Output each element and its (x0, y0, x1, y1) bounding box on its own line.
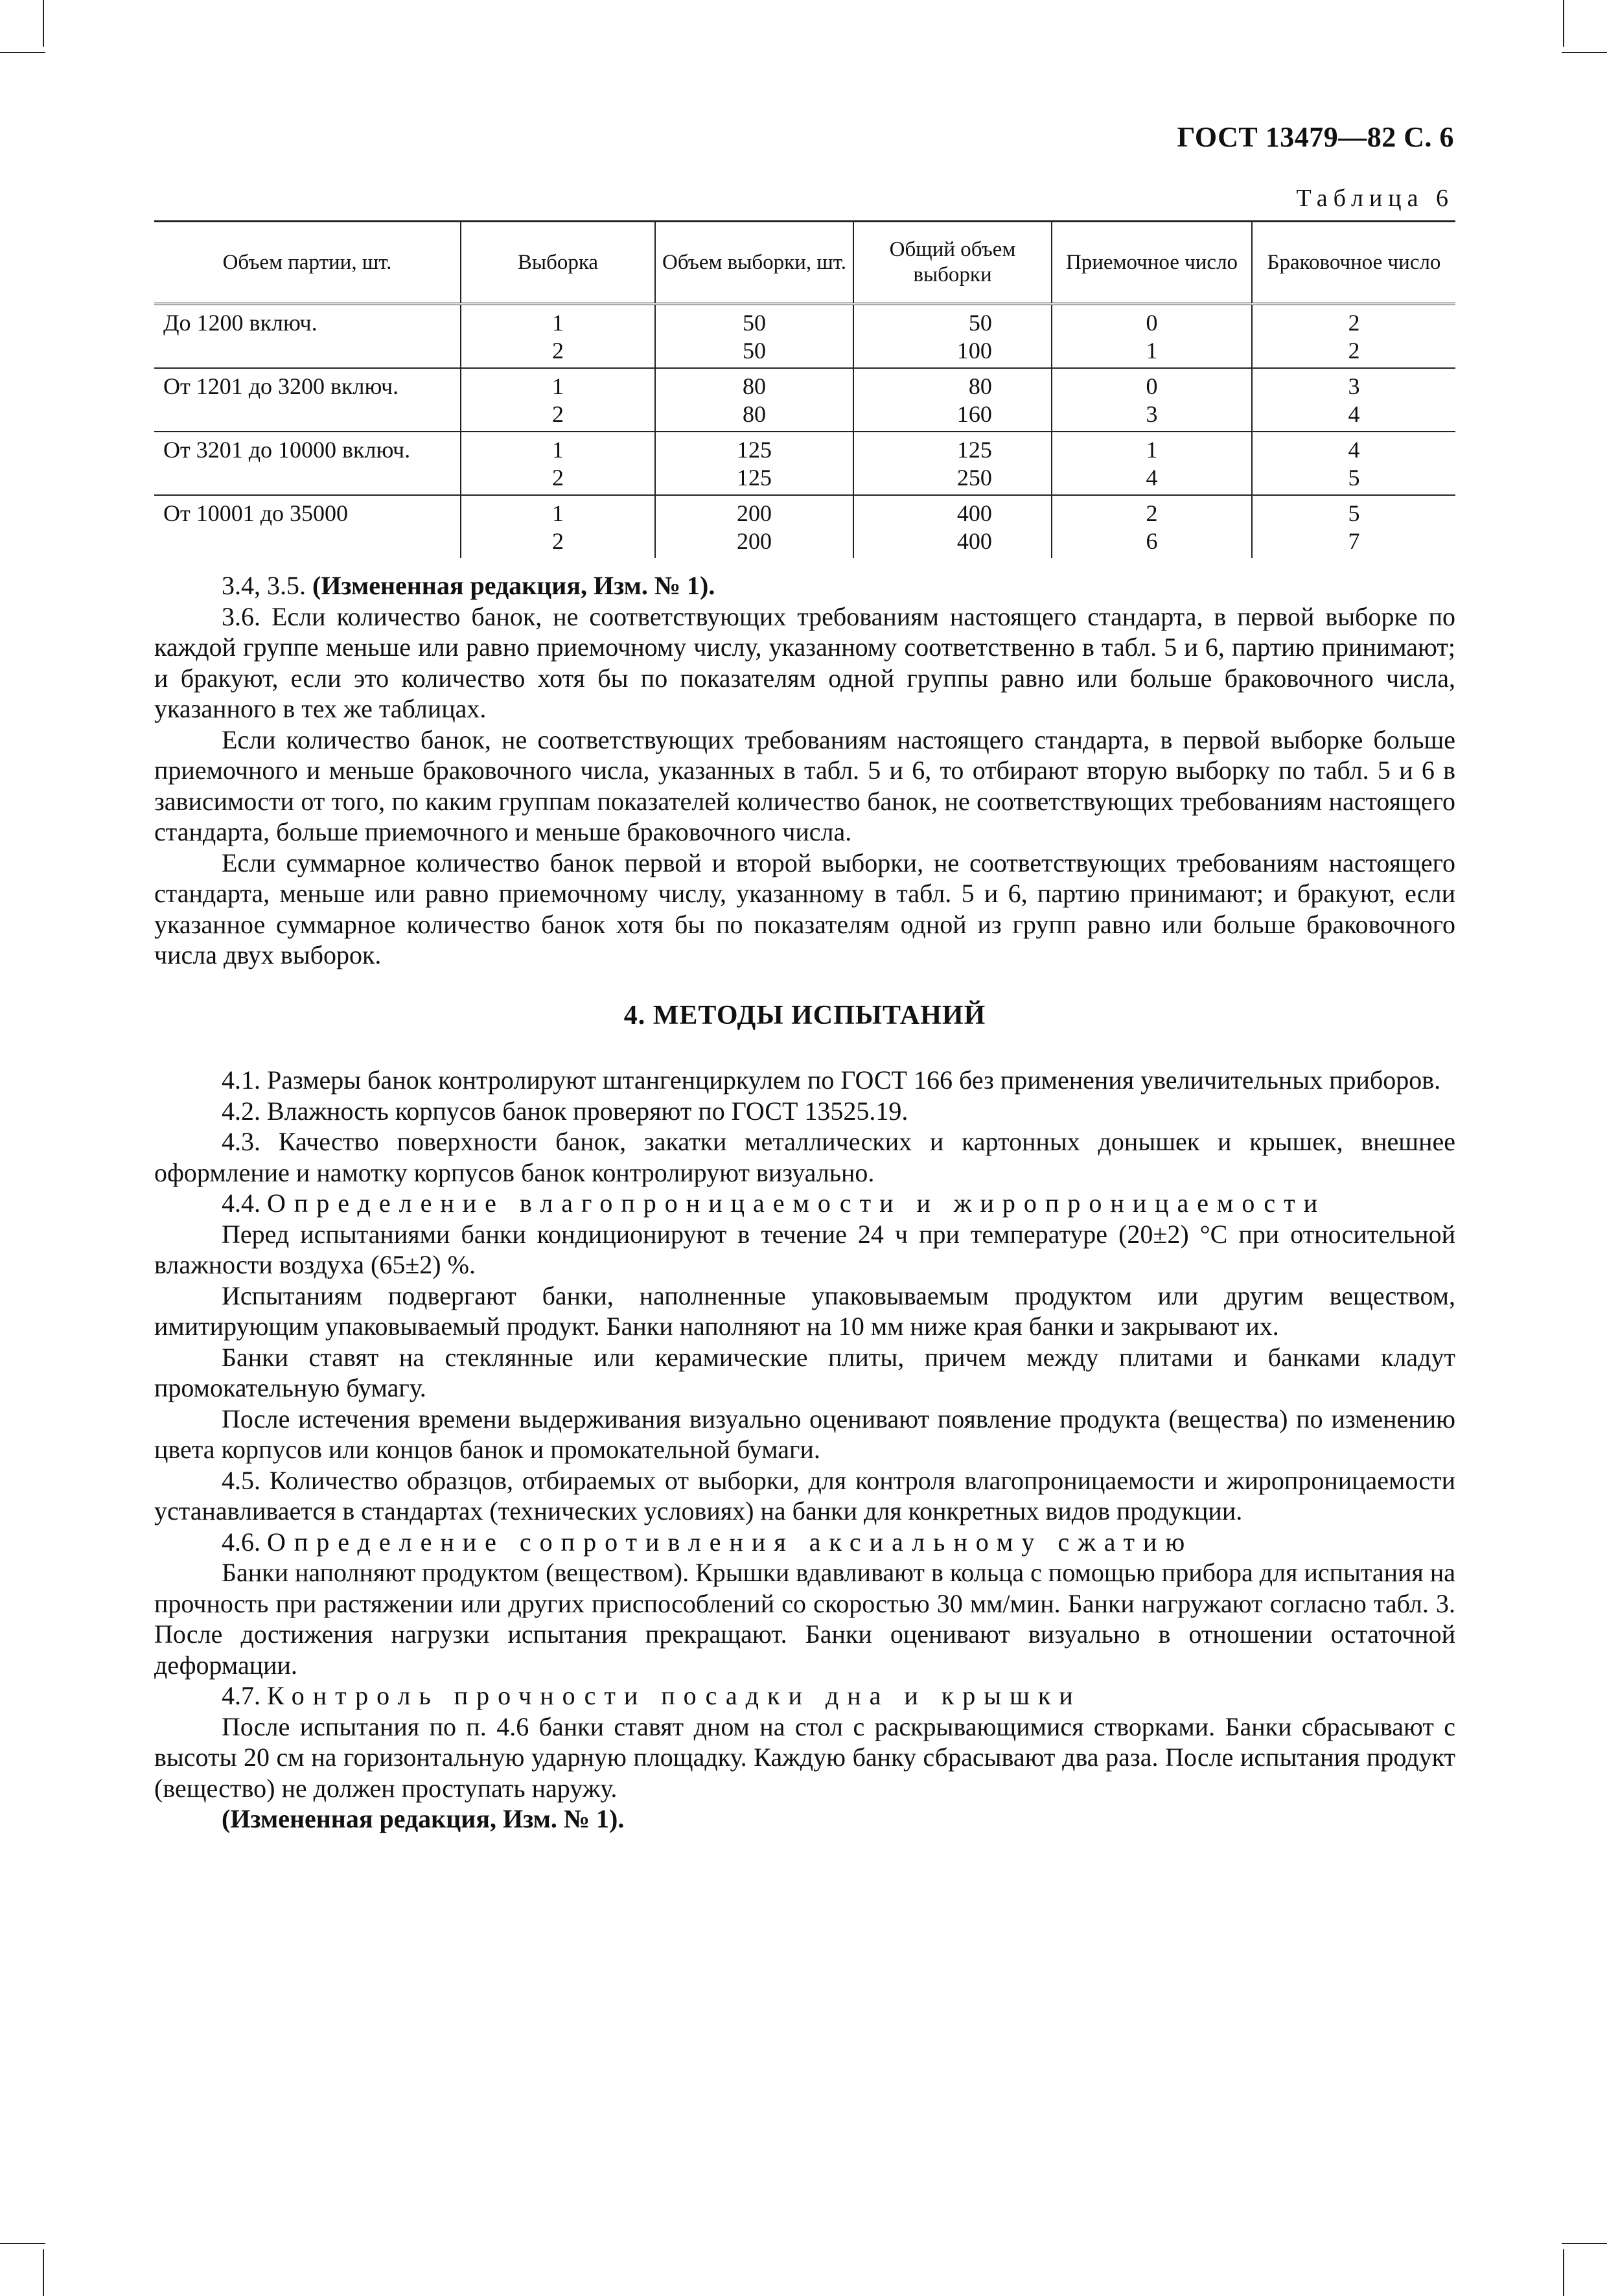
accept-number-cell: 2 6 (1052, 495, 1252, 558)
sample-size-cell: 50 50 (655, 304, 853, 368)
paragraph-4-4-a: Перед испытаниями банки кондиционируют в течение 24 ч при температуре (20±2) °С при относительной влажности воздуха (65±2) %. (154, 1219, 1455, 1279)
lot-size-cell: От 3201 до 10000 включ. (154, 432, 461, 495)
paragraph-4-4-title: 4.4. Определение влагопроницаемости и жиропроницаемости (222, 1189, 1326, 1218)
paragraph-4-7-a: После испытания по п. 4.6 банки ставят дном на стол с раскрывающимися створками. Банки сбрасывают с высоты 20 см на горизонтальную ударную площадку. Каждую банку сбрасывают два раза. После испытания продукт (вещество) не должен проступать наружу. (154, 1711, 1455, 1803)
column-header: Общий объем выборки (853, 222, 1052, 305)
total-size-cell: 125 250 (853, 432, 1052, 495)
paragraph-3-4: 3.4, 3.5. (Измененная редакция, Изм. № 1). (222, 571, 715, 600)
table-row (154, 432, 1455, 495)
reject-number-cell: 3 4 (1252, 368, 1455, 432)
table-row (154, 304, 1455, 368)
paragraph-4-4-c: Банки ставят на стеклянные или керамические плиты, причем между плитами и банками кладут промокательную бумагу. (154, 1342, 1455, 1402)
lot-size-cell: До 1200 включ. (154, 304, 461, 368)
paragraph-4-4-b: Испытаниям подвергают банки, наполненные упаковываемым продуктом или другим веществом, имитирующим упаковываемый продукт. Банки наполняют на 10 мм ниже края банки и закрывают их. (154, 1281, 1455, 1341)
crop-mark (1563, 2249, 1564, 2296)
sample-size-cell: 200 200 (655, 495, 853, 558)
crop-mark (0, 52, 45, 53)
accept-number-cell: 0 3 (1052, 368, 1252, 432)
paragraph-3-6: 3.6. Если количество банок, не соответствующих требованиям настоящего стандарта, в первой выборке по каждой группе меньше или равно приемочному числу, указанному соответственно в табл. 5 и 6, партию принимают; и бракуют, если это количество хотя бы по показателям одной группы равно или больше браковочного числа, указанного в тех же таблицах. (154, 601, 1455, 723)
paragraph-3-6-b: Если количество банок, не соответствующих требованиям настоящего стандарта, в первой выборке больше приемочного и меньше браковочного числа, указанных в табл. 5 и 6, то отбирают вторую выборку по табл. 5 и 6 в зависимости от того, по каким группам показателей количество банок, не соответствующих требованиям настоящего стандарта, больше приемочного и меньше браковочного числа. (154, 725, 1455, 846)
column-header: Браковочное число (1252, 222, 1455, 305)
crop-mark (1562, 52, 1607, 53)
table-row (154, 495, 1455, 558)
paragraph-4-2: 4.2. Влажность корпусов банок проверяют по ГОСТ 13525.19. (222, 1096, 908, 1126)
paragraph-4-7-amendment: (Измененная редакция, Изм. № 1). (222, 1804, 625, 1833)
accept-number-cell: 1 4 (1052, 432, 1252, 495)
table-caption: Таблица 6 (1296, 185, 1454, 212)
paragraph-4-6-title: 4.6. Определение сопротивления аксиальному сжатию (222, 1527, 1194, 1557)
column-header: Объем партии, шт. (154, 222, 461, 305)
sample-cell: 1 2 (461, 304, 655, 368)
paragraph-4-4-d: После истечения времени выдерживания визуально оценивают появление продукта (вещества) по изменению цвета корпусов или концов банок и промокательной бумаги. (154, 1404, 1455, 1464)
sample-cell: 1 2 (461, 368, 655, 432)
page-header: ГОСТ 13479—82 С. 6 (1177, 121, 1454, 153)
column-header: Приемочное число (1052, 222, 1252, 305)
reject-number-cell: 5 7 (1252, 495, 1455, 558)
total-size-cell: 50 100 (853, 304, 1052, 368)
reject-number-cell: 4 5 (1252, 432, 1455, 495)
crop-mark (1563, 0, 1564, 47)
lot-size-cell: От 1201 до 3200 включ. (154, 368, 461, 432)
column-header: Выборка (461, 222, 655, 305)
crop-mark (0, 2243, 45, 2244)
crop-mark (43, 0, 44, 47)
paragraph-4-3: 4.3. Качество поверхности банок, закатки металлических и картонных донышек и крышек, внешнее оформление и намотку корпусов банок контролируют визуально. (154, 1127, 1455, 1187)
lot-size-cell: От 10001 до 35000 (163, 500, 349, 526)
total-size-cell: 400 400 (853, 495, 1052, 558)
paragraph-4-7-title: 4.7. Контроль прочности посадки дна и крышки (222, 1681, 1081, 1710)
paragraph-4-1: 4.1. Размеры банок контролируют штангенциркулем по ГОСТ 166 без применения увеличительных приборов. (222, 1065, 1441, 1095)
column-header: Объем выборки, шт. (655, 222, 853, 305)
sampling-table (154, 220, 1455, 558)
sample-cell: 1 2 (461, 432, 655, 495)
reject-number-cell: 2 2 (1252, 304, 1455, 368)
total-size-cell: 80 160 (853, 368, 1052, 432)
crop-mark (1562, 2243, 1607, 2244)
crop-mark (43, 2249, 44, 2296)
accept-number-cell: 0 1 (1052, 304, 1252, 368)
table-header-row (154, 222, 1455, 305)
sample-size-cell: 80 80 (655, 368, 853, 432)
table-row (154, 368, 1455, 432)
document-body (154, 570, 1455, 1835)
sample-size-cell: 125 125 (655, 432, 853, 495)
sample-cell: 1 2 (461, 495, 655, 558)
section-heading: 4. МЕТОДЫ ИСПЫТАНИЙ (623, 1000, 986, 1030)
paragraph-4-5: 4.5. Количество образцов, отбираемых от выборки, для контроля влагопроницаемости и жиропроницаемости устанавливается в стандартах (технических условиях) на банки для конкретных видов продукции. (154, 1465, 1455, 1525)
paragraph-4-6-a: Банки наполняют продуктом (веществом). Крышки вдавливают в кольца с помощью прибора для испытания на прочность при растяжении или других приспособлений со скоростью 30 мм/мин. Банки нагружают согласно табл. 3. После достижения нагрузки испытания прекращают. Банки оценивают визуально в отношении остаточной деформации. (154, 1558, 1455, 1680)
paragraph-3-6-c: Если суммарное количество банок первой и второй выборки, не соответствующих требованиям настоящего стандарта, меньше или равно приемочному числу, указанному в табл. 5 и 6, партию принимают; и бракуют, если указанное суммарное количество банок хотя бы по показателям одной из групп равно или больше браковочного числа двух выборок. (154, 848, 1455, 969)
